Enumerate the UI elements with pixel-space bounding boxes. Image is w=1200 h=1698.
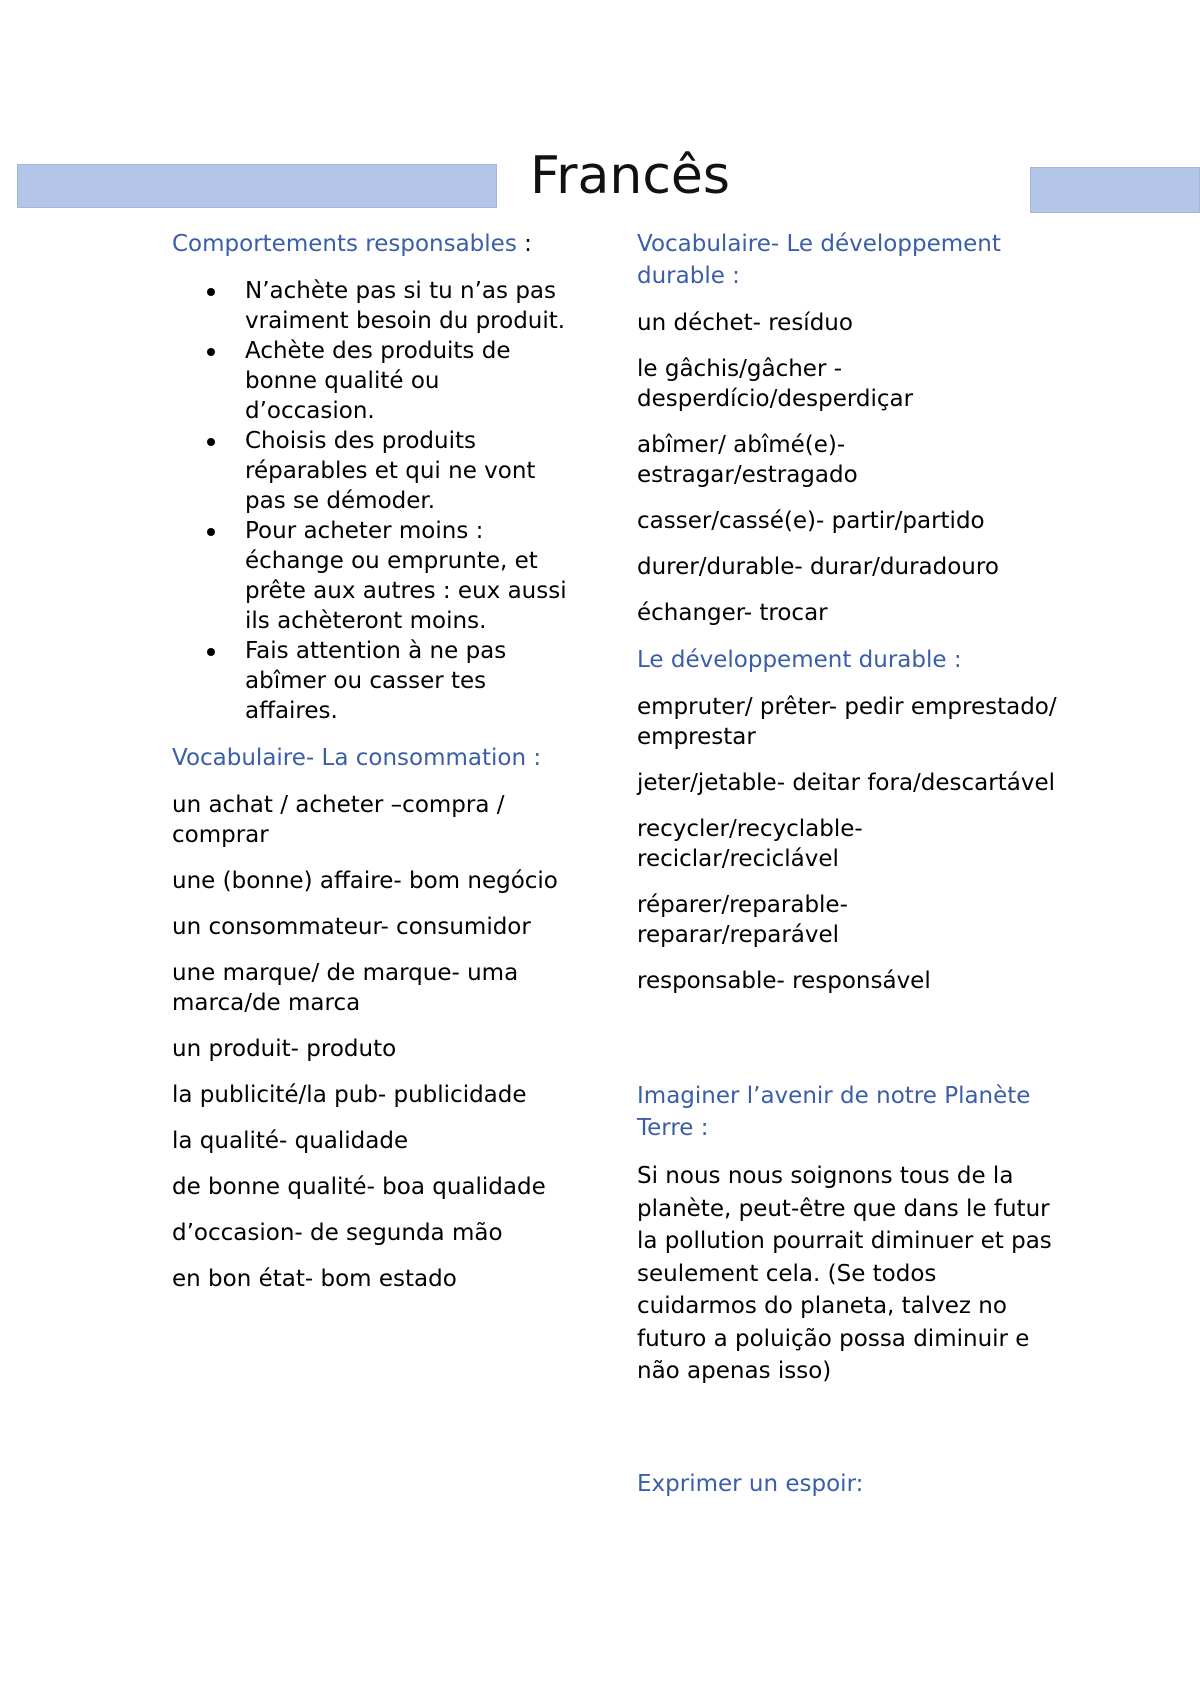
- list-item: Pour acheter moins : échange ou emprunte, et prête aux autres : eux aussi ils achèteront moins.: [245, 516, 572, 636]
- vocab-item: d’occasion- de segunda mão: [172, 1220, 503, 1246]
- vocab-item: durer/durable- durar/duradouro: [637, 554, 999, 580]
- vocab-item: un achat / acheter –compra / comprar: [172, 792, 505, 848]
- title-bar-right-decoration: [1030, 167, 1200, 213]
- vocab-item: jeter/jetable- deitar fora/descartável: [637, 770, 1055, 796]
- list-item: Achète des produits de bonne qualité ou d’occasion.: [245, 336, 572, 426]
- vocab-item: une marque/ de marque- uma marca/de marca: [172, 960, 519, 1016]
- vocab-item: responsable- responsável: [637, 968, 931, 994]
- vocab-item: un consommateur- consumidor: [172, 914, 531, 940]
- comportements-list: [172, 276, 572, 726]
- heading-developpement-vocab: [637, 228, 1057, 292]
- spacer: [637, 1404, 1057, 1468]
- heading-developpement: Le développement durable :: [637, 647, 962, 673]
- vocab-item: la qualité- qualidade: [172, 1128, 409, 1154]
- vocab-item: échanger- trocar: [637, 600, 828, 626]
- list-item: N’achète pas si tu n’as pas vraiment besoin du produit.: [245, 276, 572, 336]
- page-title: Francês: [529, 146, 730, 206]
- vocab-item: empruter/ prêter- pedir emprestado/ emprestar: [637, 694, 1057, 750]
- title-bar-left-decoration: [17, 164, 497, 208]
- vocab-item: un produit- produto: [172, 1036, 397, 1062]
- heading-developpement-vocab-colon: :: [724, 263, 740, 289]
- vocab-item: en bon état- bom estado: [172, 1266, 457, 1292]
- vocab-item: réparer/reparable- reparar/reparável: [637, 892, 848, 948]
- spacer: [637, 1012, 1057, 1080]
- vocab-item: le gâchis/gâcher -desperdício/desperdiçar: [637, 356, 914, 412]
- vocab-item: de bonne qualité- boa qualidade: [172, 1174, 546, 1200]
- list-item: Fais attention à ne pas abîmer ou casser tes affaires.: [245, 636, 572, 726]
- heading-developpement-vocab-text: Vocabulaire- Le développement durable: [637, 231, 1001, 289]
- heading-comportements: [172, 228, 572, 260]
- heading-comportements-text: Comportements responsables: [172, 231, 517, 257]
- vocab-item: la publicité/la pub- publicidade: [172, 1082, 527, 1108]
- list-item: Choisis des produits réparables et qui ne vont pas se démoder.: [245, 426, 572, 516]
- heading-consommation: Vocabulaire- La consommation :: [172, 745, 542, 771]
- avenir-paragraph: Si nous nous soignons tous de la planète, peut-être que dans le futur la pollution pourrait diminuer et pas seulement cela. (Se todos cuidarmos do planeta, talvez no futuro a poluição possa diminuir e não apenas isso): [637, 1163, 1052, 1384]
- right-column: [637, 228, 1057, 1516]
- heading-espoir: Exprimer un espoir:: [637, 1470, 864, 1497]
- vocab-item: abîmer/ abîmé(e)- estragar/estragado: [637, 432, 858, 488]
- left-column: [172, 228, 572, 1310]
- heading-comportements-colon: :: [516, 231, 532, 257]
- heading-avenir: Imaginer l’avenir de notre Planète Terre :: [637, 1083, 1031, 1141]
- vocab-item: un déchet- resíduo: [637, 310, 853, 336]
- vocab-item: recycler/recyclable- reciclar/reciclável: [637, 816, 863, 872]
- vocab-item: une (bonne) affaire- bom negócio: [172, 868, 558, 894]
- vocab-item: casser/cassé(e)- partir/partido: [637, 508, 985, 534]
